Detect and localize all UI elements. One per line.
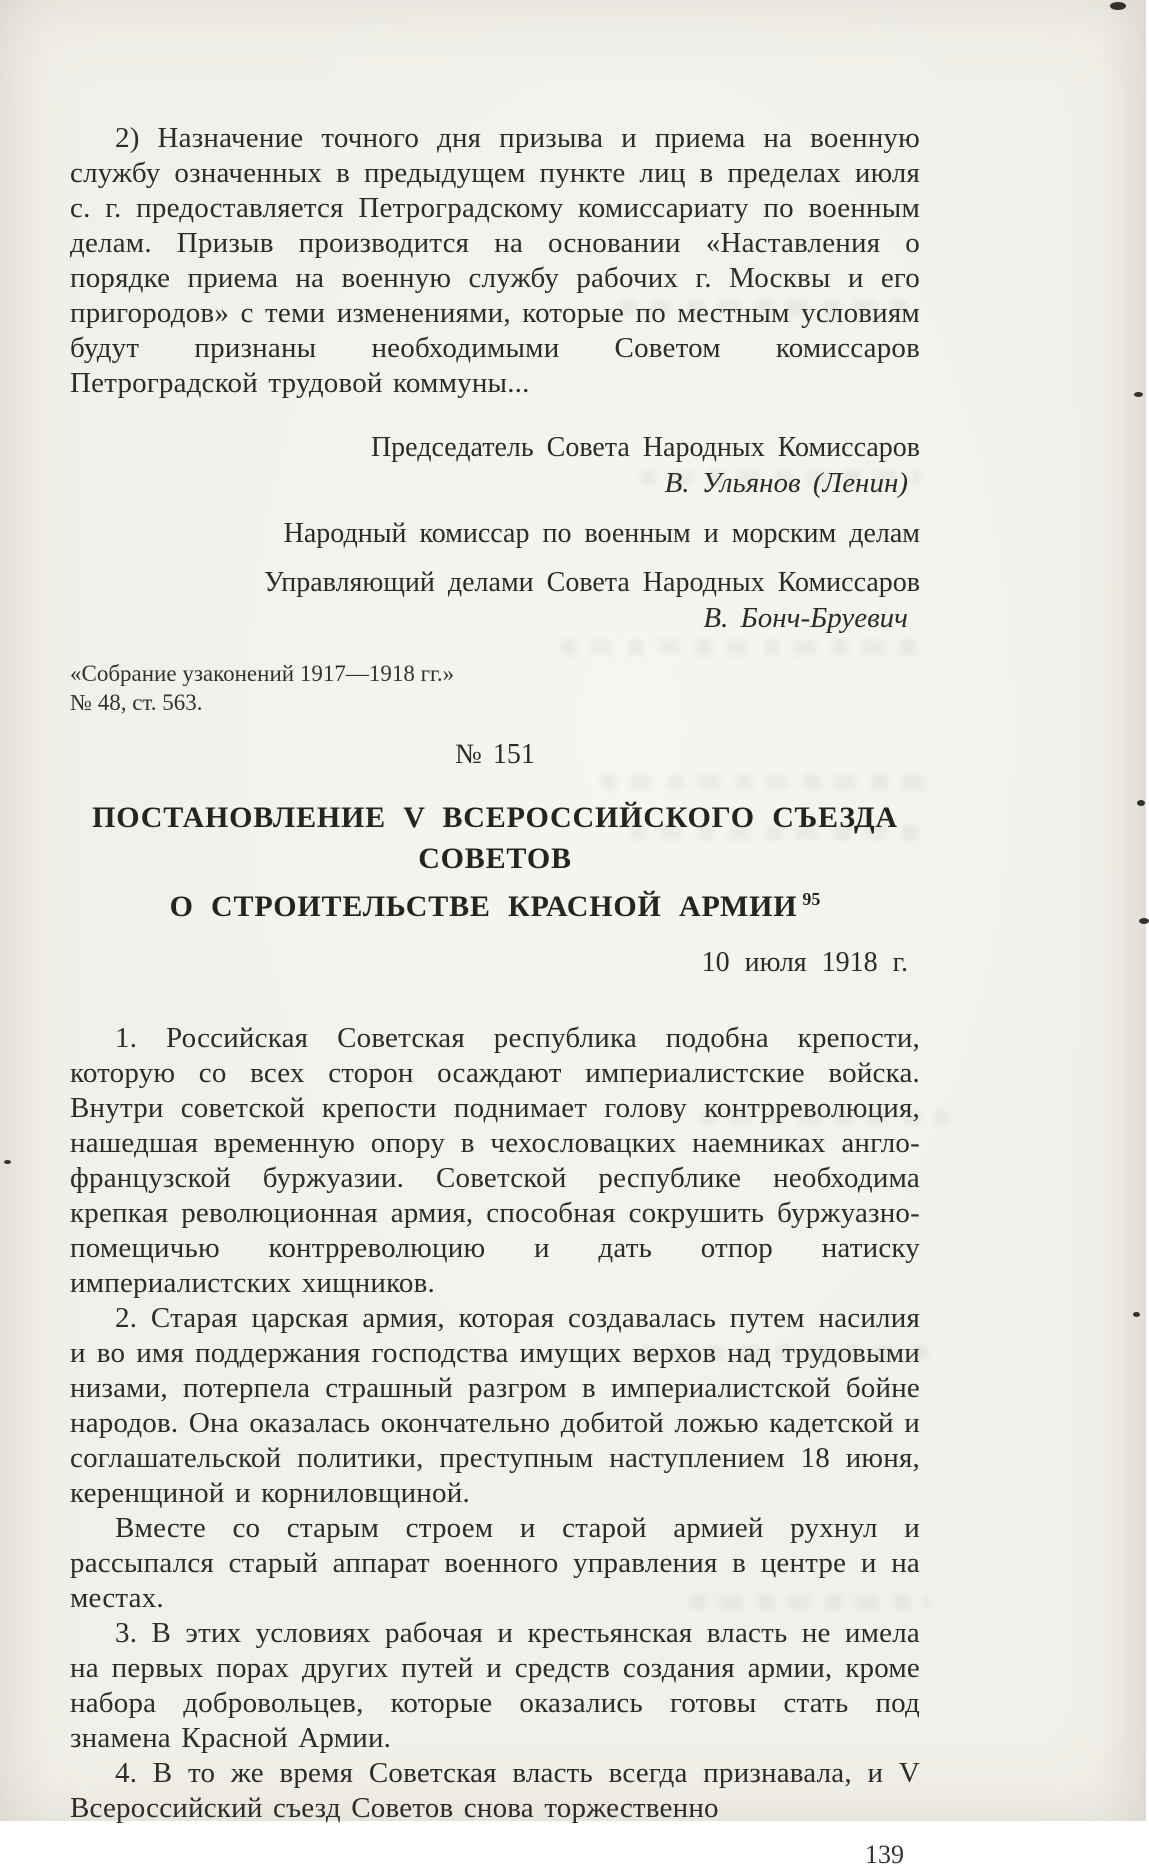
body-paragraph: 3. В этих условиях рабочая и крестьянская власть не имела на первых порах других путей и средств создания армии, кроме набора добровольцев, которые оказались готовы стать под знамена Красной Армии. <box>70 1617 920 1754</box>
signature-name: В. Ульянов (Ленин) <box>664 467 908 499</box>
ink-speck <box>1110 2 1126 10</box>
decree-title-line2 <box>70 879 920 927</box>
body-paragraph: 4. В то же время Советская власть всегда признавала, и V Всероссийский съезд Советов снова торжественно <box>70 1757 920 1824</box>
signature-title: Председатель Совета Народных Комиссаров <box>370 432 920 463</box>
signature-group <box>70 565 920 637</box>
decree-date: 10 июля 1918 г. <box>701 947 908 978</box>
ink-speck <box>1134 392 1143 397</box>
body-paragraph: 2. Старая царская армия, которая создавалась путем насилия и во имя поддержания господства имущих верхов над трудовыми низами, потерпела страшный разгром в империалистской бойне народов. Она оказалась окончательно добитой ложью кадетской и соглашательской политики, преступным наступлением 18 июня, керенщиной и корниловщиной. <box>70 1302 920 1509</box>
intro-paragraph: 2) Назначение точного дня призыва и приема на военную службу означенных в предыдущем пункте лиц в пределах июля с. г. предоставляется Петроградскому комиссариату по военным делам. Призыв производится на основании «Наставления о порядке приема на военную службу рабочих г. Москвы и его пригородов» с теми изменениями, которые по местным условиям будут признаны необходимыми Советом комиссаров Петроградской трудовой коммуны... <box>70 122 920 399</box>
page-content <box>70 92 920 1870</box>
decree-title-line1: ПОСТАНОВЛЕНИЕ V ВСЕРОССИЙСКОГО СЪЕЗДА СОВЕТОВ <box>92 801 898 875</box>
ink-speck <box>1137 800 1145 806</box>
ink-speck <box>4 1160 11 1164</box>
footnote-marker: 95 <box>802 889 821 909</box>
signature-block <box>70 430 920 637</box>
ink-speck <box>1139 918 1149 924</box>
body-paragraph: 1. Российская Советская республика подобна крепости, которую со всех сторон осаждают империалистские войска. Внутри советской крепости поднимает голову контрреволюция, нашедшая временную опору в чехословацких наемниках англо-французской буржуазии. Советской республике необходима крепкая революционная армия, способная сокрушить буржуазно-помещичью контрреволюцию и дать отпор натиску империалистских хищников. <box>70 1022 920 1299</box>
signature-group <box>70 430 920 502</box>
ink-speck <box>1133 1312 1140 1317</box>
signature-title: Народный комиссар по военным и морским делам <box>283 518 920 549</box>
signature-name: В. Бонч-Бруевич <box>703 602 908 634</box>
decree-body <box>70 1021 920 1826</box>
decree-title <box>70 797 920 927</box>
source-citation-line1: «Собрание узаконений 1917—1918 гг.» <box>70 661 455 686</box>
source-citation <box>70 659 920 717</box>
body-paragraph: Вместе со старым строем и старой армией рухнул и рассыпался старый аппарат военного управления в центре и на местах. <box>70 1512 920 1614</box>
page-number: 139 <box>865 1840 904 1869</box>
signature-group <box>70 516 920 551</box>
signature-title: Управляющий делами Совета Народных Комиссаров <box>263 567 920 598</box>
source-citation-line2: № 48, ст. 563. <box>70 690 203 715</box>
decree-title-line2-text: О СТРОИТЕЛЬСТВЕ КРАСНОЙ АРМИИ <box>169 890 798 923</box>
document-number: № 151 <box>455 739 535 770</box>
